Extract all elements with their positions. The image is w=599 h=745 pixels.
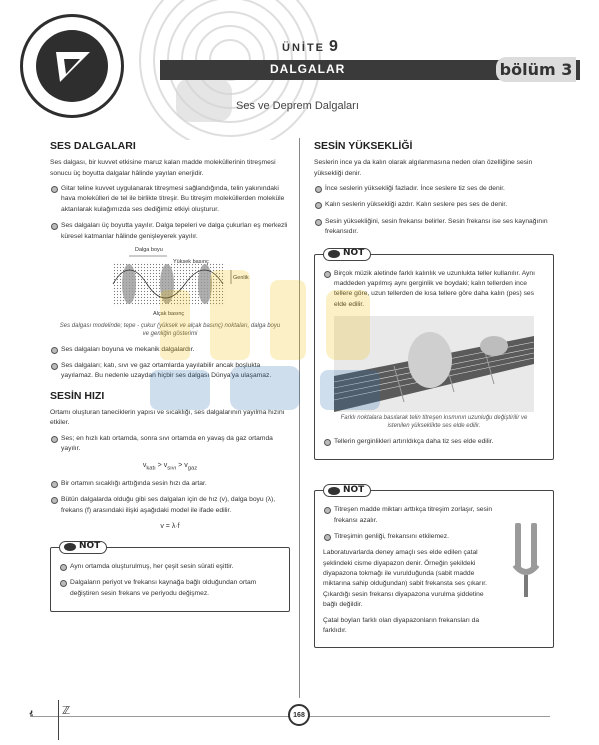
bullet-item: Bir ortamın sıcaklığı arttığında sesin hızı da artar.: [50, 479, 290, 489]
note-item: Tellerin gerginlikleri artırıldıkça daha tiz ses elde edilir.: [323, 437, 545, 447]
amplitude-label: Genlik: [233, 274, 249, 281]
paragraph: Ortamı oluşturan taneciklerin yapısı ve sıcaklığı, ses dalgalarının yayılma hızını etkiler.: [50, 409, 285, 427]
heading-sesin-hizi: SESİN HIZI: [50, 389, 105, 402]
unit-label: ÜNİTE 9: [282, 38, 340, 55]
paragraph: Laboratuvarlarda deney amaçlı ses elde edilen çatal şeklindeki cisme diyapazon denir. Örneğin şekildeki diyapazona tokmağı ile vurulduğunda (sabit madde miktarına sahip olduğundan) sabit frekansta ses çıkarır. Çıkardığı sesin frekansı diyapazona vurulma şiddetine bağlı değildir.: [323, 549, 487, 609]
figure-caption: Ses dalgası modelinde; tepe - çukur (yüksek ve alçak basınç) noktaları, dalga boyu ve genliğin gösterimi: [59, 322, 281, 338]
bullet-item: İnce seslerin yüksekliği fazladır. İnce seslere tiz ses de denir.: [314, 184, 554, 194]
publisher-logo-icon: ℤ: [62, 705, 71, 717]
wave-equation: v = λ·f: [160, 523, 180, 531]
note-item: Titreşimin genliği, frekansını etkilemez.: [323, 532, 545, 542]
guitar-caption: Farklı noktalara basılarak telin titreşen kısmının uzunluğu değiştirilir ve istenilen yükseklikte ses elde edilir.: [340, 415, 528, 430]
low-pressure-label: Alçak basınç: [153, 310, 185, 317]
bullet-item: Ses dalgaları üç boyutta yayılır. Dalga tepeleri ve dalga çukurları eş merkezli küresel katmanlar hâlinde genişleyerek yayılır.: [50, 221, 290, 242]
note-box: [50, 541, 290, 612]
heading-ses-dalgalari: SES DALGALARI: [50, 140, 136, 152]
chapter-logo: [20, 14, 124, 118]
note-item: Birçok müzik aletinde farklı kalınlık ve uzunlukta teller kullanılır. Aynı maddeden yapılmış aynı gerginlik ve boydaki; kalın tellerden ince tellere göre, uzun tellerden de kısa tellere göre daha kalın (pes) ses elde edilir.: [323, 269, 545, 311]
wavelength-label: Dalga boyu: [135, 246, 163, 253]
play-icon: [36, 30, 108, 102]
eye-icon: [328, 250, 340, 258]
bullet-item: Ses dalgaları; katı, sıvı ve gaz ortamlarda yayılabilir ancak boşlukta yayılamaz. Bu nedenle uzaydan hiçbir ses dalgası Dünya'ya ulaşamaz.: [50, 361, 290, 382]
bullet-item: Bütün dalgalarda olduğu gibi ses dalgaları için de hız (v), dalga boyu (λ), frekans (f) arasındaki ilişki aşağıdaki model ile ifade edilir.: [50, 495, 290, 516]
paragraph: Ses dalgası, bir kuvvet etkisine maruz kalan madde moleküllerinin titreşmesi sonucu üç boyutta dalgalar hâlinde yayılan enerjidir.: [50, 159, 276, 177]
left-column: [50, 138, 290, 618]
note-tag: NOT: [59, 541, 107, 554]
note-box: [314, 484, 554, 648]
note-item: Aynı ortamda oluşturulmuş, her çeşit sesin sürati eşittir.: [59, 562, 281, 572]
publisher-mark: ﯾ: [30, 705, 34, 717]
eye-icon: [64, 543, 76, 551]
tuning-fork-image: [507, 521, 547, 601]
bullet-item: Sesin yüksekliğini, sesin frekansı belirler. Sesin frekansı ise ses kaynağının frekansıdır.: [314, 217, 554, 238]
sound-wave-figure: [95, 246, 249, 320]
note-tag: NOT: [323, 484, 371, 497]
bullet-item: Ses dalgaları boyuna ve mekanik dalgalardır.: [50, 345, 290, 355]
page-subtitle: Ses ve Deprem Dalgaları: [236, 100, 359, 112]
chapter-title: DALGALAR: [270, 62, 346, 76]
paragraph: Çatal boyları farklı olan diyapazonların frekansları da farklıdır.: [323, 616, 480, 634]
column-divider: [299, 138, 300, 698]
guitar-photo: [334, 316, 534, 412]
bullet-item: Gitar teline kuvvet uygulanarak titreşmesi sağlandığında, telin yakınındaki hava molekülleri de tel ile birlikte titreşir. Bu titreşim moleküllerden moleküle aktarılarak kulağımızda ses dediğimiz etkiyi oluşturur.: [50, 184, 290, 215]
page-number: 168: [288, 704, 310, 726]
note-tag: NOT: [323, 248, 371, 261]
footer-bar: [58, 700, 59, 740]
section-badge: bölüm 3: [496, 57, 576, 82]
speed-inequality: $v_{katı} > v_{sıvı} > v_{gaz}$: [142, 461, 198, 471]
eye-icon: [328, 487, 340, 495]
paragraph: Seslerin ince ya da kalın olarak algılanmasına neden olan özelliğine sesin yüksekliği denir.: [314, 159, 533, 177]
note-box: [314, 248, 554, 461]
unit-number: 9: [329, 38, 340, 55]
right-column: [314, 138, 554, 654]
bullet-item: Ses; en hızlı katı ortamda, sonra sıvı ortamda en yavaş da gaz ortamda yayılır.: [50, 434, 290, 455]
note-item: Titreşen madde miktarı arttıkça titreşim zorlaşır, sesin frekansı azalır.: [323, 505, 545, 526]
note-item: Dalgaların periyot ve frekansı kaynağa bağlı olduğundan ortam değiştiren sesin frekans ve periyodu değişmez.: [59, 578, 281, 599]
bullet-item: Kalın seslerin yüksekliği azdır. Kalın seslere pes ses de denir.: [314, 200, 554, 210]
high-pressure-label: Yüksek basınç: [173, 258, 209, 265]
heading-sesin-yuksekligi: SESİN YÜKSEKLİĞİ: [314, 140, 413, 152]
